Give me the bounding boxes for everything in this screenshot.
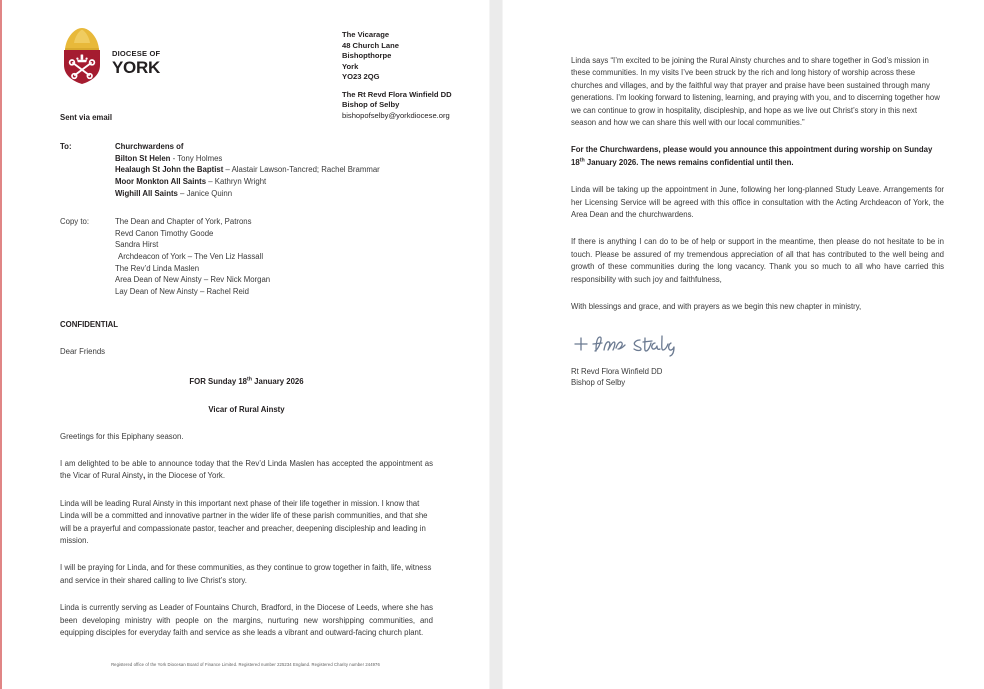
- ordinal-suffix: th: [579, 157, 585, 164]
- signature-block: [571, 366, 944, 389]
- salutation: Dear Friends: [60, 346, 106, 356]
- page-gutter: [489, 0, 503, 689]
- diocese-of-york-crest-icon: [59, 27, 105, 85]
- logo-line-diocese: DIOCESE OF: [112, 49, 161, 59]
- address-line-4: York: [342, 61, 359, 71]
- to-block: [60, 141, 433, 199]
- sender-address-block: [342, 30, 452, 121]
- paragraph-current-role: Linda is currently serving as Leader of Fountains Church, Bradford, in the Diocese of Leeds, where she has been developing ministry with people on the margins, nurturing new worshipping communities, and equipping disciples for everyday faith and service as she leads a vibrant and outward-facing church plant.: [60, 603, 433, 638]
- letter-role-heading: Vicar of Rural Ainsty: [208, 405, 285, 415]
- paragraph-greeting: Greetings for this Epiphany season.: [60, 431, 184, 441]
- to-heading: Churchwardens of: [115, 142, 184, 152]
- copy-to-label: Copy to:: [60, 217, 90, 227]
- to-label: To:: [60, 142, 72, 152]
- list-item: Area Dean of New Ainsty – Rev Nick Morgan: [115, 275, 271, 285]
- page-1: [0, 0, 489, 689]
- sent-via-email-label: Sent via email: [60, 113, 113, 122]
- address-line-1: The Vicarage: [342, 30, 390, 39]
- list-item: Sandra Hirst: [115, 240, 159, 250]
- handwritten-signature-icon: [571, 330, 944, 360]
- copy-to-block: [60, 216, 433, 297]
- list-item: Archdeacon of York – The Ven Liz Hassall: [118, 252, 264, 262]
- list-item: Lay Dean of New Ainsty – Rachel Reid: [115, 286, 249, 296]
- paragraph-praying: I will be praying for Linda, and for these communities, as they continue to grow together in faith, life, witness and service in their shared calling to live Christ’s story.: [60, 563, 432, 585]
- list-item: Revd Canon Timothy Goode: [115, 228, 214, 238]
- to-recipient-list: [115, 141, 433, 199]
- sender-email[interactable]: bishopofselby@yorkdiocese.org: [342, 110, 450, 120]
- ordinal-suffix: th: [247, 376, 253, 383]
- paragraph-leading: Linda will be leading Rural Ainsty in this important next phase of their life together in mission. I know that Linda will be a committed and innovative partner in the wider life of these parish communities, and that she will be a prayerful and compassionate pastor, teacher and preacher, deepening discipleship and leading in mission.: [60, 498, 428, 546]
- signer-title: Bishop of Selby: [571, 378, 626, 388]
- list-item: Wighill All Saints – Janice Quinn: [115, 188, 233, 198]
- list-item: The Rev’d Linda Maslen: [115, 263, 200, 273]
- diocese-logo: [59, 27, 160, 85]
- paragraph-support-offer: If there is anything I can do to be of help or support in the meantime, then please do not hesitate to be in touch. Please be assured of my tremendous appreciation of all that has contributed to the well being and growth of these communities during the long vacancy. Thank you so much to all who have carried this responsibility with such joy and faithfulness,: [571, 237, 944, 284]
- signer-name: Rt Revd Flora Winfield DD: [571, 366, 663, 376]
- list-item: Moor Monkton All Saints – Kathryn Wright: [115, 177, 267, 187]
- diocese-logo-wordmark: [112, 36, 160, 76]
- address-postcode: YO23 2QG: [342, 72, 380, 81]
- list-item: Bilton St Helen - Tony Holmes: [115, 153, 223, 163]
- list-item: The Dean and Chapter of York, Patrons: [115, 217, 252, 227]
- letter-date-heading: FOR Sunday 18th January 2026: [189, 376, 304, 387]
- paragraph-bold-announcement: For the Churchwardens, please would you announce this appointment during worship on Sunday 18th January 2026. The news remains confidential until then.: [571, 145, 933, 167]
- paragraph-blessing: With blessings and grace, and with prayers as we begin this new chapter in ministry,: [571, 302, 862, 312]
- paragraph-appointment-timing: Linda will be taking up the appointment in June, following her long-planned Study Leave. Arrangements for her Licensing Service will be agreed with this office in consultation with the Acting Archdeacon of York, the Area Dean and the churchwardens.: [571, 185, 944, 220]
- registered-office-footer: Registered office of the York Diocesan Board of Finance Limited. Registered number 225234 England. Registered Charity number 244976: [111, 662, 380, 667]
- logo-line-york: YORK: [112, 57, 160, 77]
- letter-body-page-1: [2, 112, 489, 639]
- paragraph-linda-quote: Linda says “I’m excited to be joining the Rural Ainsty churches and to share together in God’s mission in these communities. In my visits I’ve been struck by the rich and long history of worship across these churches and villages, and by the faithful way that prayer and praise have been sustained through many generations. I’m looking forward to listening, learning, and praying with you, and to discerning together how we can continue to grow in hospitality, discipleship, and hope as we live out Christ’s story in this next season and how we can share this well with our local communities.”: [571, 56, 940, 128]
- sender-name: The Rt Revd Flora Winfield DD: [342, 89, 452, 99]
- sender-title: Bishop of Selby: [342, 100, 400, 109]
- paragraph-announcement: I am delighted to be able to announce today that the Rev’d Linda Maslen has accepted the appointment as the Vicar of Rural Ainsty, in the Diocese of York.: [60, 459, 433, 481]
- address-line-3: Bishopthorpe: [342, 51, 392, 60]
- copy-to-list: [115, 216, 433, 297]
- list-item: Healaugh St John the Baptist – Alastair Lawson-Tancred; Rachel Brammar: [115, 165, 380, 175]
- confidential-marker: CONFIDENTIAL: [60, 320, 119, 330]
- letter-body-page-2: [503, 0, 984, 389]
- address-line-2: 48 Church Lane: [342, 40, 399, 50]
- page-2: [503, 0, 984, 689]
